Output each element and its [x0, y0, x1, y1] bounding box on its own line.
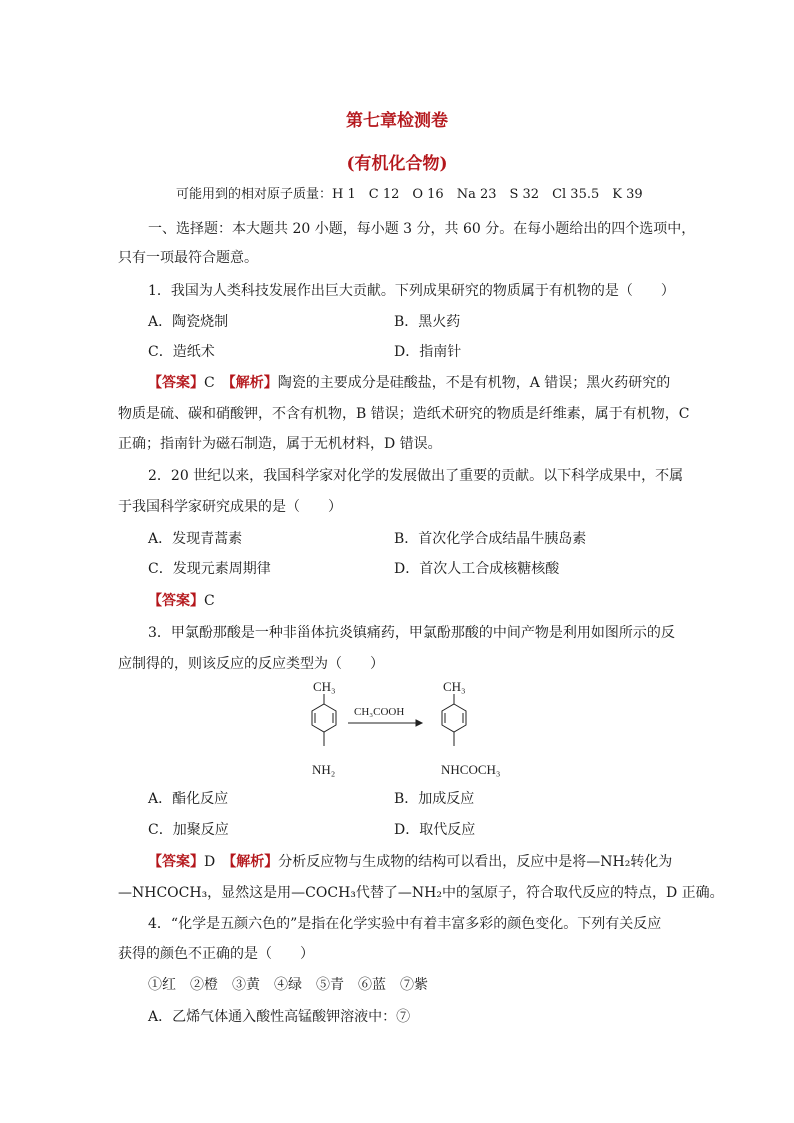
page-title: 第七章检测卷 — [346, 111, 448, 131]
q1-option-c: C．造纸术 — [148, 344, 215, 360]
q2-answer: C — [204, 593, 215, 609]
q4-color-list: ①红 ②橙 ③黄 ④绿 ⑤青 ⑥蓝 ⑦紫 — [148, 977, 428, 993]
q1-option-b: B．黑火药 — [394, 314, 461, 330]
page-subtitle: (有机化合物) — [346, 154, 448, 174]
q3-analysis-1: 分析反应物与生成物的结构可以看出，反应中是将—NH₂转化为 — [278, 854, 673, 870]
atomic-masses: 可能用到的相对原子质量：H 1 C 12 O 16 Na 23 S 32 Cl 35.5 K 39 — [176, 187, 643, 202]
reactant-methyl-label: CH₃ — [313, 679, 336, 694]
q3-option-c: C．加聚反应 — [148, 822, 229, 838]
q3-option-b: B．加成反应 — [394, 791, 475, 807]
q4-stem-1: 4．“化学是五颜六色的”是指在化学实验中有着丰富多彩的颜色变化。下列有关反应 — [148, 916, 662, 932]
q3-stem-2: 应制得的，则该反应的反应类型为（ ） — [118, 656, 384, 672]
q3-stem-1: 3．甲氯酚那酸是一种非甾体抗炎镇痛药，甲氯酚那酸的中间产物是利用如图所示的反 — [148, 625, 675, 641]
q1-analysis-1: 陶瓷的主要成分是硅酸盐，不是有机物，A 错误；黑火药研究的 — [277, 375, 671, 391]
q2-stem-2: 于我国科学家研究成果的是（ ） — [118, 499, 342, 515]
q1-analysis-2: 物质是硫、碳和硝酸钾，不含有机物，B 错误；造纸术研究的物质是纤维素，属于有机物，C — [118, 406, 690, 422]
q3-analysis-2: —NHCOCH₃，显然这是用—COCH₃代替了—NH₂中的氢原子，符合取代反应的特点，D 正确。 — [118, 885, 724, 901]
reaction-arrow — [348, 720, 422, 726]
q3-answer-tag: 【答案】 — [148, 854, 204, 870]
section-instruction-line1: 一、选择题：本大题共 20 小题，每小题 3 分，共 60 分。在每小题给出的四个选项中， — [148, 221, 696, 237]
product-methyl-label: CH₃ — [443, 679, 466, 694]
q1-answer: C — [204, 375, 229, 391]
q1-option-d: D．指南针 — [394, 344, 462, 360]
q2-answer-line — [148, 591, 215, 611]
q2-answer-tag: 【答案】 — [148, 593, 204, 609]
q3-option-a: A．酯化反应 — [148, 791, 229, 807]
reactant-benzene-ring — [312, 694, 336, 746]
q2-option-a: A．发现青蒿素 — [148, 531, 243, 547]
reagent-label: CH₃COOH — [354, 706, 405, 718]
reaction-scheme — [280, 678, 540, 782]
reactant-amino-label: NH₂ — [312, 762, 336, 777]
q3-analysis-tag: 【解析】 — [229, 854, 279, 870]
q1-answer-line1 — [148, 373, 670, 393]
q1-option-a: A．陶瓷烧制 — [148, 314, 229, 330]
q1-stem: 1．我国为人类科技发展作出巨大贡献。下列成果研究的物质属于有机物的是（ ） — [148, 283, 675, 299]
q2-option-b: B．首次化学合成结晶牛胰岛素 — [394, 531, 587, 547]
q1-analysis-3: 正确；指南针为磁石制造，属于无机材料，D 错误。 — [118, 436, 442, 452]
q3-answer: D — [204, 854, 230, 870]
product-benzene-ring — [442, 694, 466, 746]
q4-stem-2: 获得的颜色不正确的是（ ） — [118, 946, 314, 962]
q2-stem-1: 2．20 世纪以来，我国科学家对化学的发展做出了重要的贡献。以下科学成果中，不属 — [148, 468, 684, 484]
product-acetamido-label: NHCOCH₃ — [441, 762, 501, 777]
section-instruction-line2: 只有一项最符合题意。 — [118, 250, 258, 266]
q2-option-d: D．首次人工合成核糖核酸 — [394, 561, 560, 577]
q3-option-d: D．取代反应 — [394, 822, 476, 838]
q1-answer-tag: 【答案】 — [148, 375, 204, 391]
q3-answer-line1 — [148, 852, 672, 872]
q2-option-c: C．发现元素周期律 — [148, 561, 271, 577]
q1-analysis-tag: 【解析】 — [228, 375, 278, 391]
q4-option-a: A．乙烯气体通入酸性高锰酸钾溶液中：⑦ — [148, 1009, 411, 1025]
